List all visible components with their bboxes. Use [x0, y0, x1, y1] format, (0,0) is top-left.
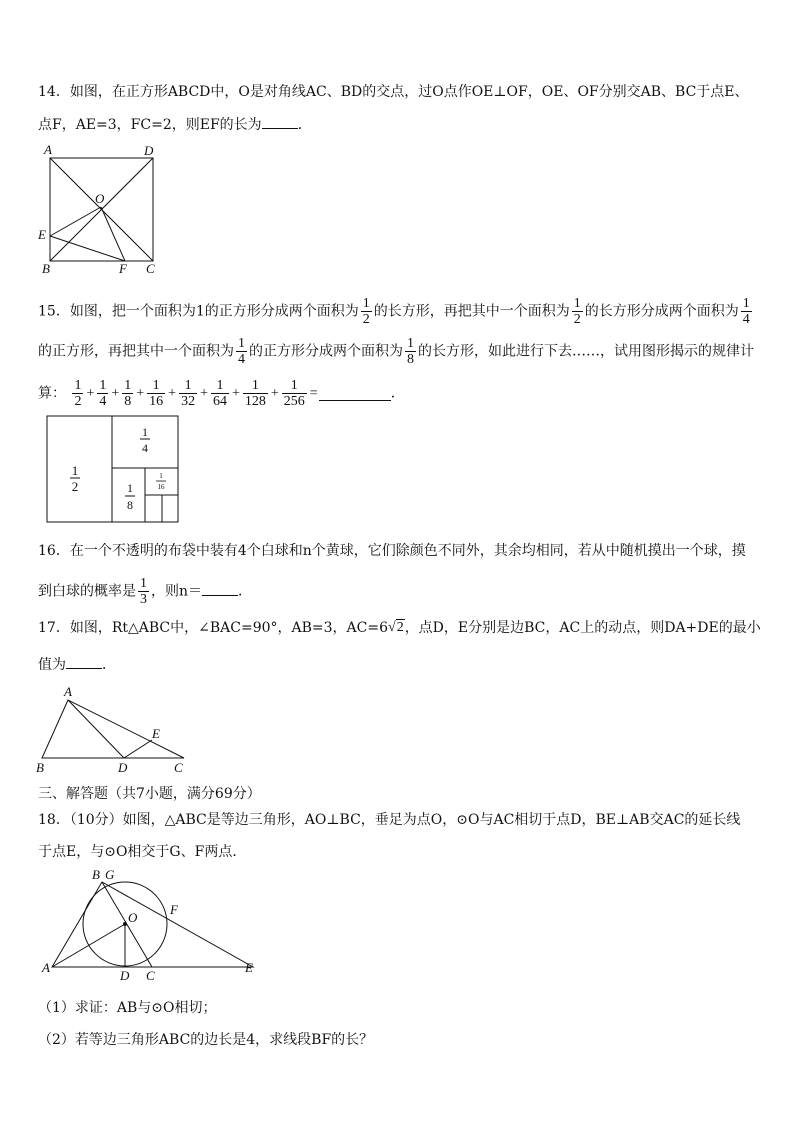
fig-quarter-numerator: 1 [142, 425, 148, 439]
q16-text-2a: 到白球的概率是 [38, 583, 136, 600]
label-d: D [120, 968, 130, 983]
fig-sixteenth-numerator: 1 [159, 472, 163, 480]
q17-period: ． [102, 657, 116, 673]
q15-period: ． [390, 385, 405, 402]
fig-eighth-numerator: 1 [127, 481, 133, 495]
q18-figure [36, 866, 266, 984]
term-1-8: $\frac{1}{8}$ [124, 378, 132, 409]
label-a: A [44, 142, 52, 157]
label-e: E [38, 227, 46, 242]
label-d: D [144, 143, 154, 158]
segment-bc [102, 882, 152, 967]
segment-de [124, 740, 152, 758]
q17-line-2 [38, 654, 116, 675]
q14-answer-blank [262, 114, 298, 129]
fraction-one-third: $\frac{1}{3}$ [140, 576, 147, 607]
label-e: E [245, 960, 253, 975]
label-b: B [36, 760, 44, 775]
q15-text-1b: 的长方形，再把其中一个面积为 [373, 303, 570, 320]
term-1-2: $\frac{1}{2}$ [74, 378, 82, 409]
fraction-quarter: $\frac{1}{4}$ [238, 336, 245, 367]
center-point-o [123, 922, 127, 926]
label-d: D [118, 760, 128, 775]
triangle-abe [52, 882, 253, 967]
fig-eighth-denominator: 8 [127, 498, 133, 512]
q16-answer-blank [202, 581, 238, 596]
label-f: F [119, 261, 127, 276]
equals-sign: = [309, 385, 318, 401]
fig-half-numerator: 1 [71, 463, 79, 478]
fig-quarter-denominator: 4 [142, 441, 148, 455]
triangle-abc [42, 700, 184, 758]
plus-sign: + [200, 385, 208, 401]
term-1-64: $\frac{1}{64}$ [212, 378, 227, 409]
q14-text: 点F，AE=3，FC=2，则EF的长为 [38, 117, 262, 133]
label-e: E [152, 726, 160, 741]
sqrt-two: √2 [388, 620, 404, 635]
q15-text-2a: 的正方形，再把其中一个面积为 [38, 343, 234, 360]
section-heading: 三、解答题（共7小题，满分69分） [38, 786, 261, 802]
q14-figure [36, 142, 166, 277]
fraction-quarter: $\frac{1}{4}$ [742, 296, 750, 327]
fraction-half: $\frac{1}{2}$ [573, 296, 581, 327]
term-1-128: $\frac{1}{128}$ [244, 378, 266, 409]
label-c: C [146, 968, 155, 983]
plus-sign: + [231, 385, 240, 401]
q17-text-1b: ，点D，E分别是边BC，AC上的动点，则DA+DE的最小 [404, 620, 761, 636]
plus-sign: + [270, 385, 279, 401]
label-o: O [95, 191, 105, 206]
label-f: F [170, 902, 178, 917]
q18-line-1: 18．（10分）如图，△ABC是等边三角形，AO⊥BC，垂足为点O，⊙O与AC相切于点D，BE⊥AB交AC的延长线 [38, 812, 741, 828]
label-a: A [42, 960, 50, 975]
q17-text-1a: 17．如图，Rt△ABC中，∠BAC=90°，AB=3，AC=6 [38, 620, 388, 636]
q17-text-2a: 值为 [38, 657, 66, 673]
q14-period: ． [297, 117, 312, 133]
plus-sign: + [136, 385, 145, 401]
fraction-half: $\frac{1}{2}$ [362, 296, 370, 327]
q18-line-2: 于点E，与⊙O相交于G、F两点． [38, 844, 247, 860]
q18-part-1: （1）求证：AB与⊙O相切； [38, 1000, 217, 1016]
q15-text-2b: 的正方形分成两个面积为 [249, 343, 403, 360]
segment-ad [68, 700, 124, 758]
label-c: C [174, 760, 183, 775]
q15-text-1c: 的长方形分成两个面积为 [584, 303, 739, 320]
label-a: A [64, 684, 72, 699]
q14-line-1: 14．如图，在正方形ABCD中，O是对角线AC、BD的交点，过O点作OE⊥OF，OE、OF分别交AB、BC于点E、 [38, 84, 749, 100]
q16-line-1: 16．在一个不透明的布袋中装有4个白球和n个黄球，它们除颜色不同外，其余均相同，若从中随机摸出一个球，摸 [38, 543, 746, 559]
segment-of [101, 207, 125, 261]
q14-line-2 [38, 114, 312, 135]
plus-sign: + [111, 385, 120, 401]
q15-answer-blank [319, 386, 391, 401]
plus-sign: + [86, 385, 95, 401]
segment-oe [50, 207, 101, 236]
q15-line-3 [38, 378, 405, 409]
q16-period: ． [238, 583, 253, 600]
label-b: B [42, 261, 50, 276]
label-g: G [105, 867, 115, 882]
q15-text-3a: 算： [38, 385, 66, 402]
label-b: B [92, 867, 100, 882]
segment-ef [50, 236, 125, 261]
label-c: C [146, 261, 155, 276]
q15-figure [46, 415, 181, 525]
q17-line-1 [38, 618, 761, 638]
q17-figure [34, 684, 194, 776]
label-o: O [128, 910, 138, 925]
q18-part-2: （2）若等边三角形ABC的边长是4，求线段BF的长？ [38, 1032, 374, 1048]
q15-text-2c: 的长方形，如此进行下去……，试用图形揭示的规律计 [418, 343, 754, 360]
q15-line-2 [38, 336, 754, 367]
plus-sign: + [168, 385, 177, 401]
fig-sixteenth-denominator: 16 [157, 483, 165, 491]
term-1-16: $\frac{1}{16}$ [149, 378, 164, 409]
segment-ao [52, 924, 125, 967]
q16-text-2b: ，则n＝ [151, 583, 203, 600]
term-1-4: $\frac{1}{4}$ [99, 378, 107, 409]
q15-line-1 [38, 296, 754, 327]
q16-line-2 [38, 576, 252, 607]
term-1-32: $\frac{1}{32}$ [181, 378, 196, 409]
term-1-256: $\frac{1}{256}$ [283, 378, 305, 409]
q17-answer-blank [66, 654, 102, 669]
fraction-eighth: $\frac{1}{8}$ [407, 336, 414, 367]
q15-text-1a: 15．如图，把一个面积为1的正方形分成两个面积为 [38, 303, 359, 320]
fig-half-denominator: 2 [71, 479, 79, 494]
